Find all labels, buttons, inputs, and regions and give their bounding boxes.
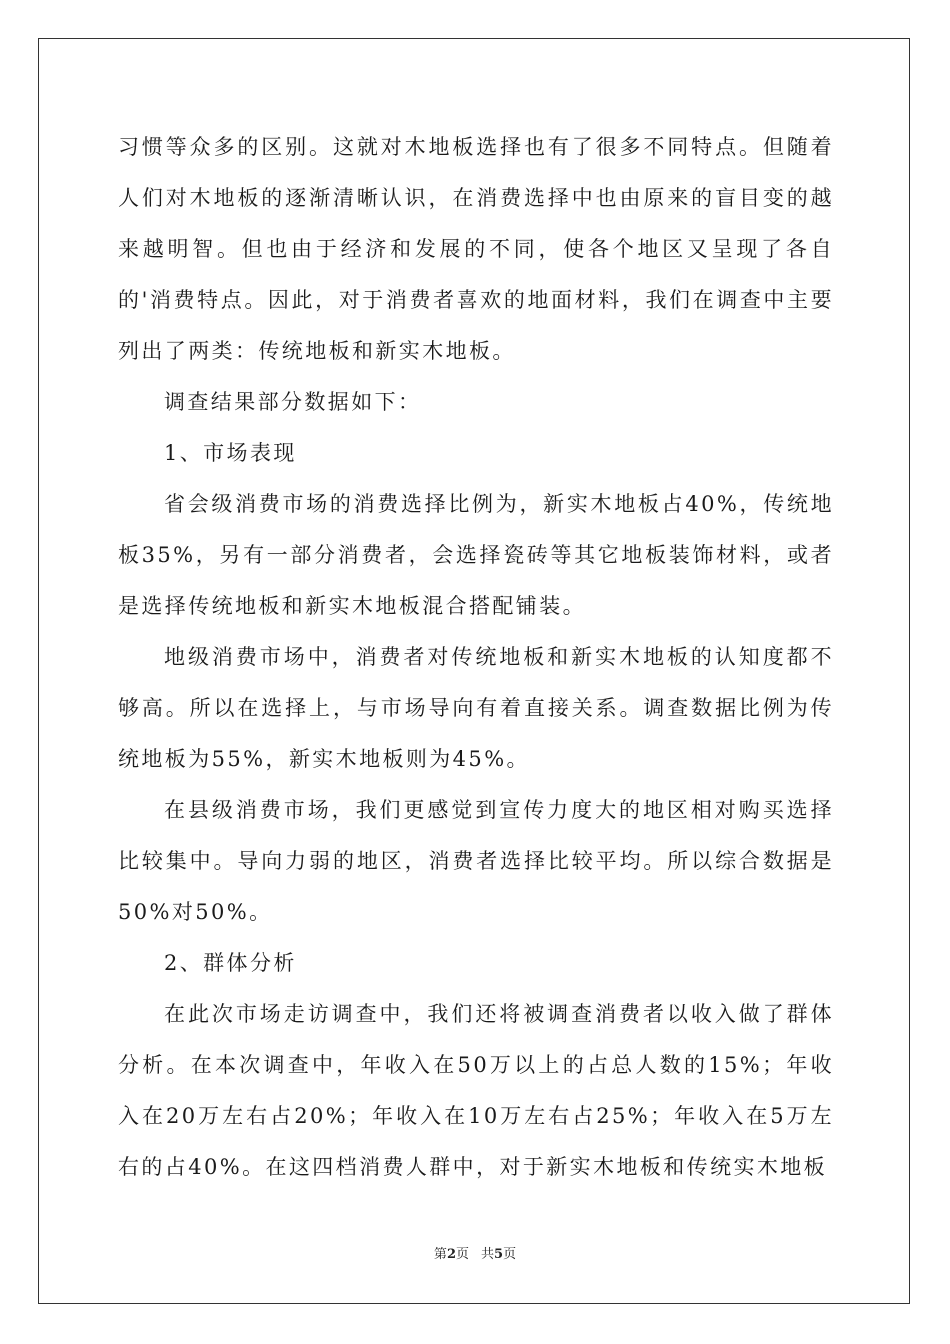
page-suffix: 页	[455, 1247, 469, 1262]
page-number: 2	[446, 1247, 456, 1262]
document-body	[118, 122, 834, 1193]
total-pages: 5	[494, 1247, 504, 1262]
paragraph-provincial-market: 省会级消费市场的消费选择比例为，新实木地板占40%，传统地板35%，另有一部分消费者，会选择瓷砖等其它地板装饰材料，或者是选择传统地板和新实木地板混合搭配铺装。	[118, 492, 834, 618]
section-heading-group: 2、群体分析	[164, 951, 297, 975]
paragraph-group-analysis: 在此次市场走访调查中，我们还将被调查消费者以收入做了群体分析。在本次调查中，年收入在50万以上的占总人数的15%；年收入在20万左右占20%；年收入在10万左右占25%；年收入在5万左右的占40%。在这四档消费人群中，对于新实木地板和传统实木地板	[118, 1002, 834, 1179]
paragraph-prefecture-market: 地级消费市场中，消费者对传统地板和新实木地板的认知度都不够高。所以在选择上，与市场导向有着直接关系。调查数据比例为传统地板为55%，新实木地板则为45%。	[118, 645, 834, 771]
paragraph-county-market: 在县级消费市场，我们更感觉到宣传力度大的地区相对购买选择比较集中。导向力弱的地区，消费者选择比较平均。所以综合数据是50%对50%。	[118, 798, 834, 924]
paragraph-continued: 习惯等众多的区别。这就对木地板选择也有了很多不同特点。但随着人们对木地板的逐渐清晰认识，在消费选择中也由原来的盲目变的越来越明智。但也由于经济和发展的不同，使各个地区又呈现了各自的'消费特点。因此，对于消费者喜欢的地面材料，我们在调查中主要列出了两类：传统地板和新实木地板。	[118, 135, 834, 363]
total-prefix: 共	[481, 1247, 495, 1262]
total-suffix: 页	[503, 1247, 517, 1262]
page-footer	[0, 1246, 950, 1264]
paragraph-survey-intro: 调查结果部分数据如下：	[164, 390, 422, 414]
page-prefix: 第	[433, 1247, 447, 1262]
section-heading-market: 1、市场表现	[164, 441, 297, 465]
